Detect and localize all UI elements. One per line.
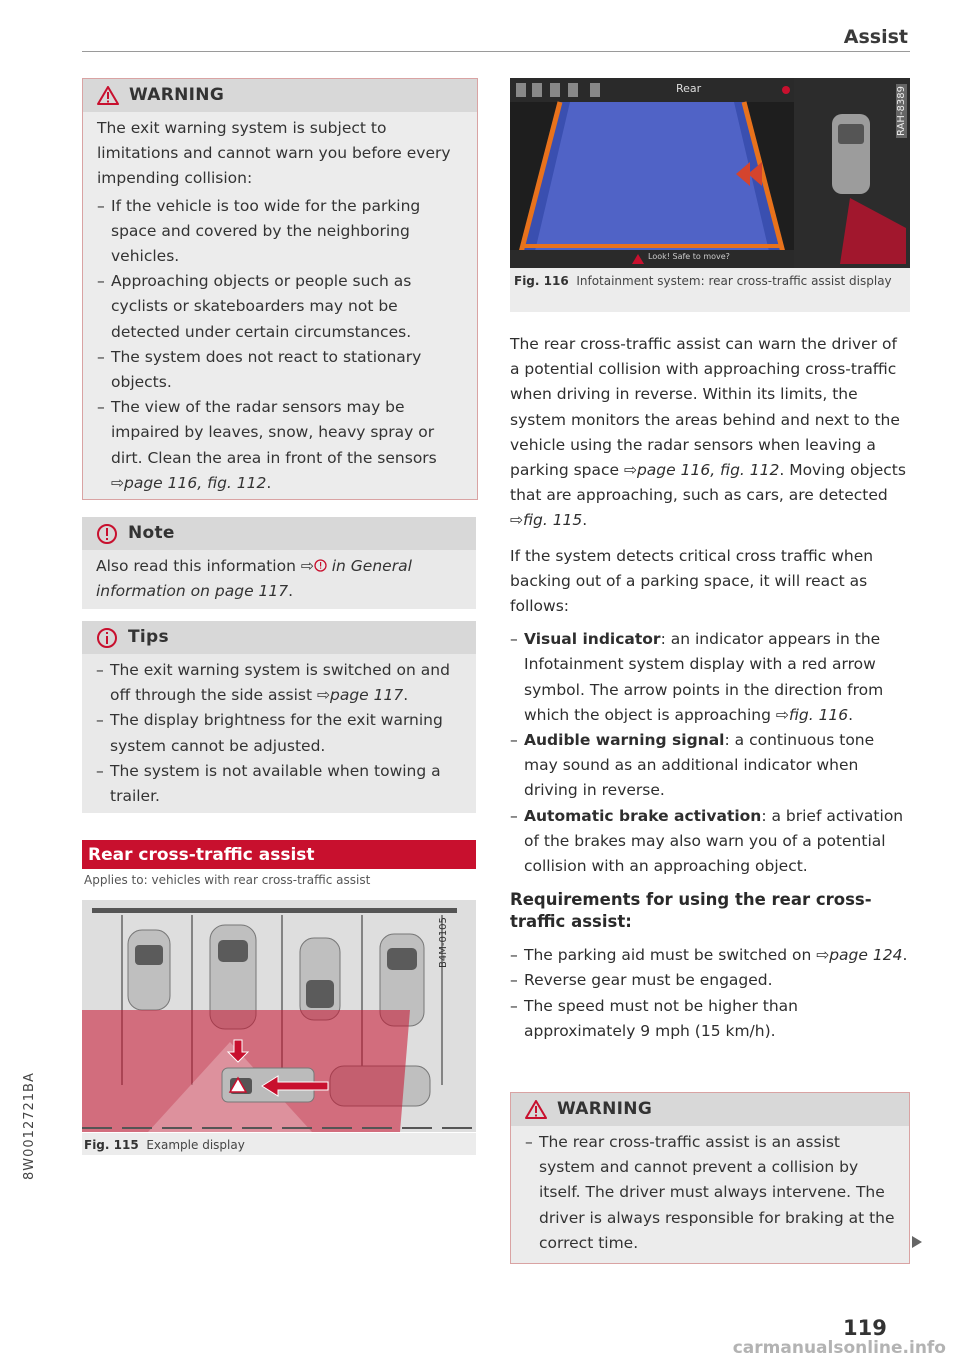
note-text: Also read this information ⇨ in General information on page 117.: [96, 557, 412, 601]
screen-warning-text: Look! Safe to move?: [648, 252, 730, 261]
warning-intro: The exit warning system is subject to limitations and cannot warn you before every impending collision:: [97, 119, 451, 188]
warning-item: – The view of the radar sensors may be impaired by leaves, snow, heavy spray or dirt. Clean the area in front of the sensors ⇨page 116, fig. 112.: [97, 395, 465, 496]
infotainment-display: [510, 78, 910, 268]
warning-item: – If the vehicle is too wide for the parking space and covered by the neighboring vehicles.: [97, 194, 465, 270]
page-ref-link[interactable]: ⇨page 117: [317, 686, 404, 705]
list-item: – Automatic brake activation: a brief activation of the brakes may also warn you of a potential collision with an approaching object.: [510, 804, 910, 880]
info-circle-icon: [96, 523, 118, 545]
warning-header: [83, 79, 477, 112]
paragraph: The rear cross-traffic assist can warn the driver of a potential collision with approaching cross-traffic when driving in reverse. Within its limits, the system monitors the areas behind and next to the vehicle using the radar sensors when leaving a parking space ⇨page 116, fig. 112. Moving objects that are approaching, such as cars, are detected ⇨fig. 115.: [510, 335, 906, 530]
applies-to-text: Applies to: vehicles with rear cross-traffic assist: [84, 873, 371, 887]
page-ref-link[interactable]: ⇨page 116, fig. 112: [111, 473, 267, 492]
tips-header: [82, 621, 476, 654]
header-rule: [82, 51, 910, 52]
figure-caption: Fig. 116 Infotainment system: rear cross-traffic assist display: [514, 274, 892, 288]
warning-box-rcta: [510, 1092, 910, 1264]
warning-item: – The system does not react to stationary objects.: [97, 345, 465, 395]
tips-item: – The system is not available when towing a trailer.: [96, 759, 464, 809]
list-item: – Visual indicator: an indicator appears in the Infotainment system display with a red arrow symbol. The arrow points in the direction from which the object is approaching ⇨fig. 116.: [510, 627, 910, 728]
tips-item: – The exit warning system is switched on and off through the side assist ⇨page 117.: [96, 658, 464, 708]
watermark: carmanualsonline.info: [732, 1338, 946, 1358]
figure-ref-link[interactable]: ⇨fig. 115: [510, 511, 583, 530]
section-heading: Rear cross-traffic assist: [82, 840, 476, 869]
warning-triangle-icon: [97, 86, 119, 105]
figure-ref-link[interactable]: ⇨fig. 116: [775, 705, 849, 724]
figure-115: [82, 900, 476, 1132]
warning-header: [511, 1093, 909, 1126]
list-item: – Reverse gear must be engaged.: [510, 968, 910, 993]
note-box: [82, 517, 476, 609]
tips-title: Tips: [128, 626, 169, 647]
paragraph: If the system detects critical cross traffic when backing out of a parking space, it will react as follows:: [510, 546, 874, 616]
note-title: Note: [128, 522, 175, 543]
list-item: – The speed must not be higher than approximately 9 mph (15 km/h).: [510, 994, 910, 1044]
list-item: – The parking aid must be switched on ⇨page 124.: [510, 943, 910, 968]
continue-arrow-icon: [912, 1236, 922, 1248]
warning-item: – Approaching objects or people such as cyclists or skateboarders may not be detected under certain circumstances.: [97, 269, 465, 345]
page-ref-link[interactable]: in General information on page 117: [96, 557, 412, 601]
page-ref-link[interactable]: ⇨page 116, fig. 112: [623, 461, 780, 480]
parking-illustration: [82, 900, 476, 1132]
tips-info-icon: [96, 627, 118, 649]
list-item: – Audible warning signal: a continuous tone may sound as an additional indicator when driving in reverse.: [510, 728, 910, 804]
figure-code: RAH-8389: [896, 86, 907, 136]
tips-item: – The display brightness for the exit warning system cannot be adjusted.: [96, 708, 464, 758]
figure-116: [510, 78, 910, 268]
requirements-heading: Requirements for using the rear cross-traffic assist:: [510, 890, 872, 932]
figure-code: B4M-0105: [438, 917, 449, 968]
warning-item: – The rear cross-traffic assist is an assist system and cannot prevent a collision by itself. The driver must always intervene. The driver is always responsible for braking at the correct time.: [525, 1130, 897, 1256]
page-number: 119: [843, 1316, 887, 1340]
warning-title: WARNING: [557, 1098, 653, 1119]
warning-triangle-icon: [525, 1100, 547, 1119]
page-ref-link[interactable]: ⇨page 124: [816, 946, 903, 965]
tips-box: [82, 621, 476, 813]
page-section-title: Assist: [843, 26, 908, 48]
document-code: 8W0012721BA: [22, 1072, 37, 1180]
screen-label: Rear: [676, 82, 702, 95]
note-header: [82, 517, 476, 550]
note-symbol-icon: [314, 559, 327, 572]
warning-title: WARNING: [129, 84, 225, 105]
figure-caption: Fig. 115 Example display: [84, 1138, 245, 1152]
warning-box-exit: [82, 78, 478, 500]
body-text: [510, 332, 910, 1044]
